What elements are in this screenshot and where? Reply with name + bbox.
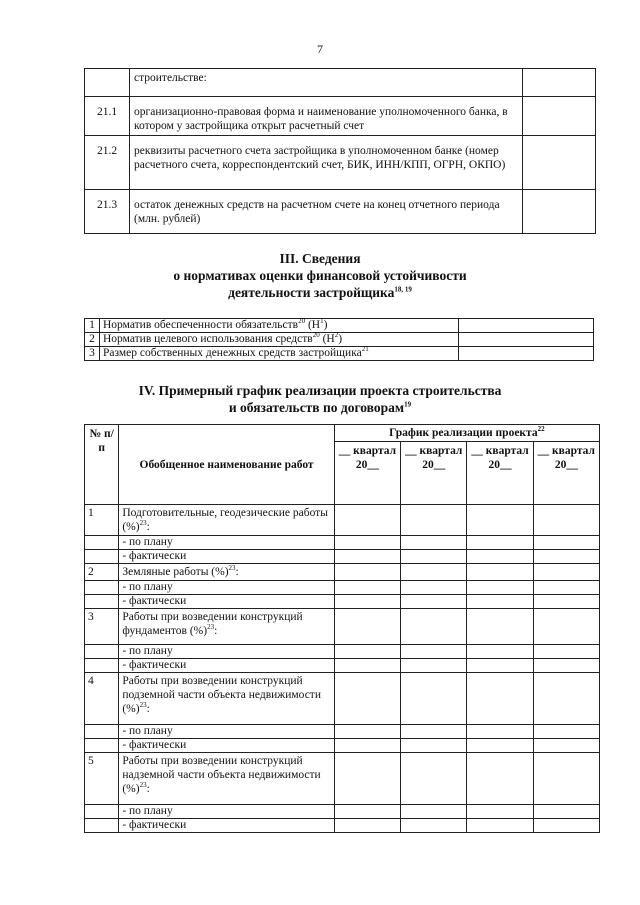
value-cell bbox=[533, 536, 599, 550]
quarter-header: __ квартал 20__ bbox=[467, 442, 533, 505]
value-cell bbox=[401, 581, 467, 595]
value-cell bbox=[467, 550, 533, 564]
value-cell bbox=[334, 819, 400, 833]
value-cell bbox=[401, 725, 467, 739]
subrow-label: - по плану bbox=[119, 645, 334, 659]
row-number bbox=[85, 550, 119, 564]
value-cell bbox=[459, 319, 594, 333]
value-cell bbox=[401, 505, 467, 536]
value-cell bbox=[467, 595, 533, 609]
value-cell bbox=[334, 564, 400, 581]
value-cell bbox=[334, 505, 400, 536]
footnote-ref: 19 bbox=[404, 400, 412, 409]
work-name: Земляные работы (%)$^{23}$: bbox=[119, 564, 334, 581]
row-number: 3 bbox=[85, 609, 119, 645]
value-cell bbox=[334, 609, 400, 645]
value-cell bbox=[334, 739, 400, 753]
value-cell bbox=[334, 725, 400, 739]
subrow-label: - фактически bbox=[119, 550, 334, 564]
table-subrow bbox=[85, 536, 600, 550]
value-cell bbox=[401, 673, 467, 725]
value-cell bbox=[401, 645, 467, 659]
subrow-label: - фактически bbox=[119, 819, 334, 833]
value-cell bbox=[334, 536, 400, 550]
section-4-heading bbox=[0, 382, 640, 416]
value-cell bbox=[533, 725, 599, 739]
header-row bbox=[85, 425, 600, 442]
table-row bbox=[85, 333, 594, 347]
section-4-subtitle: и обязательств по договорам$^{19}$ bbox=[228, 400, 412, 415]
subrow-label: - по плану bbox=[119, 805, 334, 819]
subrow-label: - фактически bbox=[119, 659, 334, 673]
subrow-label: - фактически bbox=[119, 595, 334, 609]
table-subrow bbox=[85, 645, 600, 659]
row-text: остаток денежных средств на расчетном счете на конец отчетного периода (млн. рублей) bbox=[130, 190, 523, 234]
work-name: Подготовительные, геодезические работы (%)$^{23}$: bbox=[119, 505, 334, 536]
value-cell bbox=[401, 536, 467, 550]
section-3-heading bbox=[0, 250, 640, 301]
table-subrow bbox=[85, 581, 600, 595]
row-number bbox=[85, 739, 119, 753]
work-name: Работы при возведении конструкций фундаментов (%)$^{23}$: bbox=[119, 609, 334, 645]
table-row bbox=[85, 564, 600, 581]
value-cell bbox=[334, 645, 400, 659]
value-cell bbox=[533, 595, 599, 609]
table-row bbox=[85, 505, 600, 536]
value-cell bbox=[533, 819, 599, 833]
value-cell bbox=[401, 550, 467, 564]
row-number: 4 bbox=[85, 673, 119, 725]
table-row bbox=[85, 609, 600, 645]
value-cell bbox=[401, 609, 467, 645]
value-cell bbox=[467, 673, 533, 725]
value-cell bbox=[334, 673, 400, 725]
table-row bbox=[85, 753, 600, 805]
row-number: 1 bbox=[85, 319, 100, 333]
value-cell bbox=[533, 564, 599, 581]
row-number: 3 bbox=[85, 347, 100, 361]
row-number: 21.2 bbox=[85, 136, 130, 190]
value-cell bbox=[401, 739, 467, 753]
value-cell bbox=[467, 753, 533, 805]
value-cell bbox=[467, 505, 533, 536]
row-number: 21.1 bbox=[85, 97, 130, 136]
value-cell bbox=[334, 595, 400, 609]
value-cell bbox=[533, 645, 599, 659]
value-cell bbox=[533, 609, 599, 645]
value-cell bbox=[467, 536, 533, 550]
value-cell bbox=[467, 805, 533, 819]
row-number bbox=[85, 819, 119, 833]
value-cell bbox=[401, 564, 467, 581]
bank-account-table bbox=[84, 68, 596, 234]
value-cell bbox=[523, 69, 596, 97]
table-subrow bbox=[85, 805, 600, 819]
table-subrow bbox=[85, 659, 600, 673]
section-3-subtitle-2: деятельности застройщика$^{18, 19}$ bbox=[228, 285, 412, 300]
row-number bbox=[85, 595, 119, 609]
table-row bbox=[85, 347, 594, 361]
row-number bbox=[85, 536, 119, 550]
value-cell bbox=[533, 550, 599, 564]
table-row bbox=[85, 673, 600, 725]
value-cell bbox=[533, 505, 599, 536]
subrow-label: - по плану bbox=[119, 725, 334, 739]
row-number: 2 bbox=[85, 564, 119, 581]
subrow-label: - фактически bbox=[119, 739, 334, 753]
table-row bbox=[85, 97, 596, 136]
value-cell bbox=[401, 595, 467, 609]
row-number bbox=[85, 69, 130, 97]
schedule-table bbox=[84, 424, 600, 833]
value-cell bbox=[467, 725, 533, 739]
value-cell bbox=[334, 581, 400, 595]
quarter-header: __ квартал 20__ bbox=[334, 442, 400, 505]
value-cell bbox=[533, 659, 599, 673]
value-cell bbox=[467, 609, 533, 645]
value-cell bbox=[467, 659, 533, 673]
row-text: Размер собственных денежных средств застройщика$^{21}$ bbox=[100, 347, 459, 361]
section-3-subtitle: о нормативах оценки финансовой устойчивости bbox=[173, 268, 467, 283]
row-number bbox=[85, 581, 119, 595]
section-4-title: IV. Примерный график реализации проекта строительства bbox=[138, 383, 502, 398]
value-cell bbox=[533, 805, 599, 819]
row-number bbox=[85, 805, 119, 819]
row-number bbox=[85, 659, 119, 673]
row-text: Норматив целевого использования средств$^{20}$ $(Н^2)$ bbox=[100, 333, 459, 347]
table-subrow bbox=[85, 725, 600, 739]
row-number bbox=[85, 725, 119, 739]
value-cell bbox=[459, 333, 594, 347]
table-row bbox=[85, 69, 596, 97]
value-cell bbox=[467, 581, 533, 595]
value-cell bbox=[467, 739, 533, 753]
table-subrow bbox=[85, 550, 600, 564]
table-subrow bbox=[85, 595, 600, 609]
table-row bbox=[85, 190, 596, 234]
schedule-group-header: График реализации проекта$^{22}$ bbox=[334, 425, 599, 442]
value-cell bbox=[467, 819, 533, 833]
value-cell bbox=[467, 564, 533, 581]
value-cell bbox=[533, 581, 599, 595]
value-cell bbox=[401, 659, 467, 673]
row-number: 5 bbox=[85, 753, 119, 805]
value-cell bbox=[334, 659, 400, 673]
work-name: Работы при возведении конструкций подземной части объекта недвижимости (%)$^{23}$: bbox=[119, 673, 334, 725]
value-cell bbox=[334, 753, 400, 805]
row-text: реквизиты расчетного счета застройщика в уполномоченном банке (номер расчетного счета, корреспондентский счет, БИК, ИНН/КПП, ОГРН, ОКПО) bbox=[130, 136, 523, 190]
work-name: Работы при возведении конструкций надземной части объекта недвижимости (%)$^{23}$: bbox=[119, 753, 334, 805]
value-cell bbox=[533, 673, 599, 725]
footnote-ref: 18, 19 bbox=[394, 285, 412, 294]
row-number bbox=[85, 645, 119, 659]
value-cell bbox=[523, 136, 596, 190]
quarter-header: __ квартал 20__ bbox=[401, 442, 467, 505]
row-text: Норматив обеспеченности обязательств$^{20}$ $(Н^1)$ bbox=[100, 319, 459, 333]
value-cell bbox=[401, 819, 467, 833]
row-text: строительстве: bbox=[130, 69, 523, 97]
table-subrow bbox=[85, 739, 600, 753]
page-number: 7 bbox=[317, 42, 323, 56]
financial-norms-table bbox=[84, 318, 594, 361]
value-cell bbox=[459, 347, 594, 361]
row-number: 21.3 bbox=[85, 190, 130, 234]
value-cell bbox=[401, 753, 467, 805]
value-cell bbox=[533, 753, 599, 805]
value-cell bbox=[523, 190, 596, 234]
row-number: 2 bbox=[85, 333, 100, 347]
section-3-title: III. Сведения bbox=[279, 251, 361, 266]
value-cell bbox=[533, 739, 599, 753]
value-cell bbox=[334, 550, 400, 564]
row-text: организационно-правовая форма и наименование уполномоченного банка, в котором у застройщика открыт расчетный счет bbox=[130, 97, 523, 136]
col-number-header: № п/п bbox=[85, 425, 119, 505]
subrow-label: - по плану bbox=[119, 581, 334, 595]
table-row bbox=[85, 319, 594, 333]
row-number: 1 bbox=[85, 505, 119, 536]
quarter-header: __ квартал 20__ bbox=[533, 442, 599, 505]
value-cell bbox=[334, 805, 400, 819]
col-name-header: Обобщенное наименование работ bbox=[119, 425, 334, 505]
value-cell bbox=[401, 805, 467, 819]
value-cell bbox=[523, 97, 596, 136]
table-subrow bbox=[85, 819, 600, 833]
table-row bbox=[85, 136, 596, 190]
value-cell bbox=[467, 645, 533, 659]
subrow-label: - по плану bbox=[119, 536, 334, 550]
